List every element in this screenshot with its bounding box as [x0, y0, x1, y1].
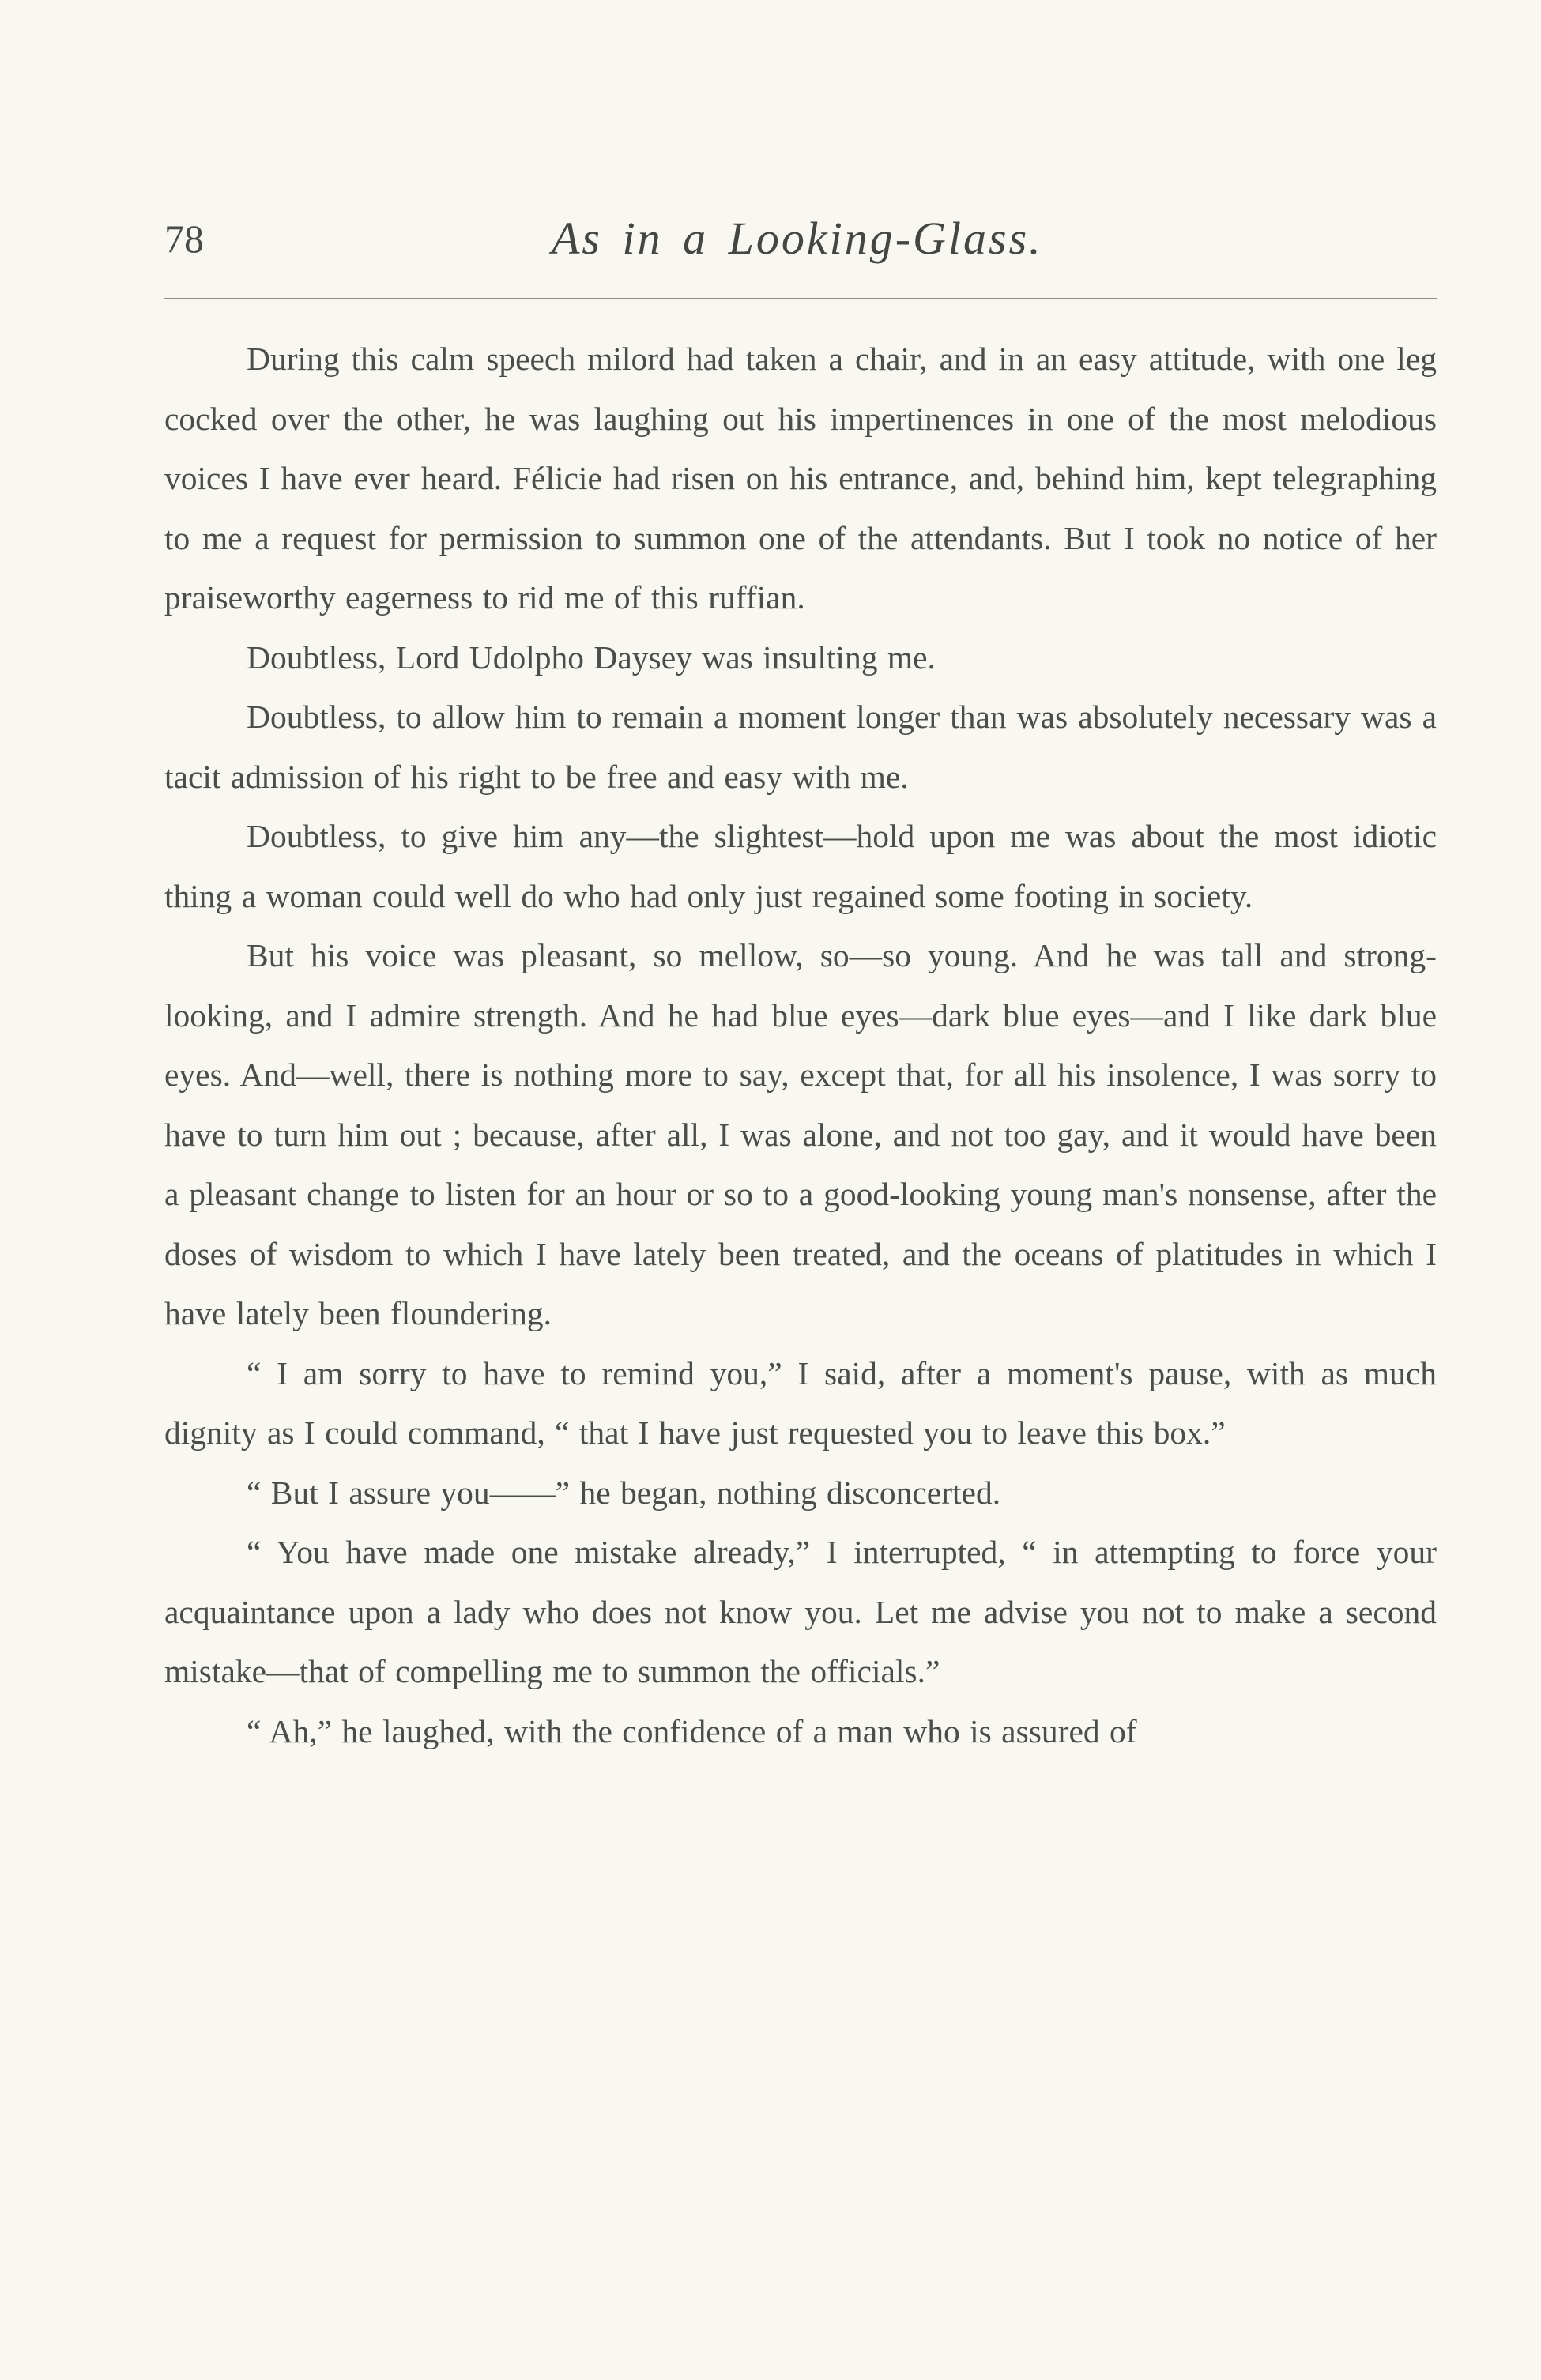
- paragraph: “ I am sorry to have to remind you,” I said, after a moment's pause, with as much dignity as I could command, “ that I have just requested you to leave this box.”: [164, 1354, 1437, 1451]
- paragraph: “ But I assure you——” he began, nothing disconcerted.: [247, 1474, 1001, 1511]
- paragraph: “ You have made one mistake already,” I interrupted, “ in attempting to force your acquaintance upon a lady who does not know you. Let me advise you not to make a second mistake—that of compelling me to summon the officials.”: [164, 1534, 1437, 1689]
- paragraph: Doubtless, to give him any—the slightest—hold upon me was about the most idiotic thing a woman could well do who had only just regained some footing in society.: [164, 818, 1437, 914]
- body-text: [164, 330, 1437, 1761]
- paragraph: “ Ah,” he laughed, with the confidence of a man who is assured of: [247, 1712, 1137, 1749]
- paragraph: Doubtless, to allow him to remain a moment longer than was absolutely necessary was a tacit admission of his right to be free and easy with me.: [164, 699, 1437, 795]
- running-head: [164, 207, 1437, 270]
- running-title: As in a Looking-Glass.: [552, 213, 1043, 264]
- header-rule: [164, 298, 1437, 299]
- paragraph: But his voice was pleasant, so mellow, so—so young. And he was tall and strong-looking, and I admire strength. And he had blue eyes—dark blue eyes—and I like dark blue eyes. And—well, there is nothing more to say, except that, for all his insolence, I was sorry to have to turn him out ; because, after all, I was alone, and not too gay, and it would have been a pleasant change to listen for an hour or so to a good-looking young man's nonsense, after the doses of wisdom to which I have lately been treated, and the oceans of platitudes in which I have lately been floundering.: [164, 937, 1437, 1331]
- page-number: 78: [164, 217, 204, 261]
- paragraph: During this calm speech milord had taken a chair, and in an easy attitude, with one leg cocked over the other, he was laughing out his impertinences in one of the most melodious voices I have ever heard. Félicie had risen on his entrance, and, behind him, kept telegraphing to me a request for permission to summon one of the attendants. But I took no notice of her praiseworthy eagerness to rid me of this ruffian.: [164, 341, 1437, 616]
- paragraph: Doubtless, Lord Udolpho Daysey was insulting me.: [247, 638, 936, 676]
